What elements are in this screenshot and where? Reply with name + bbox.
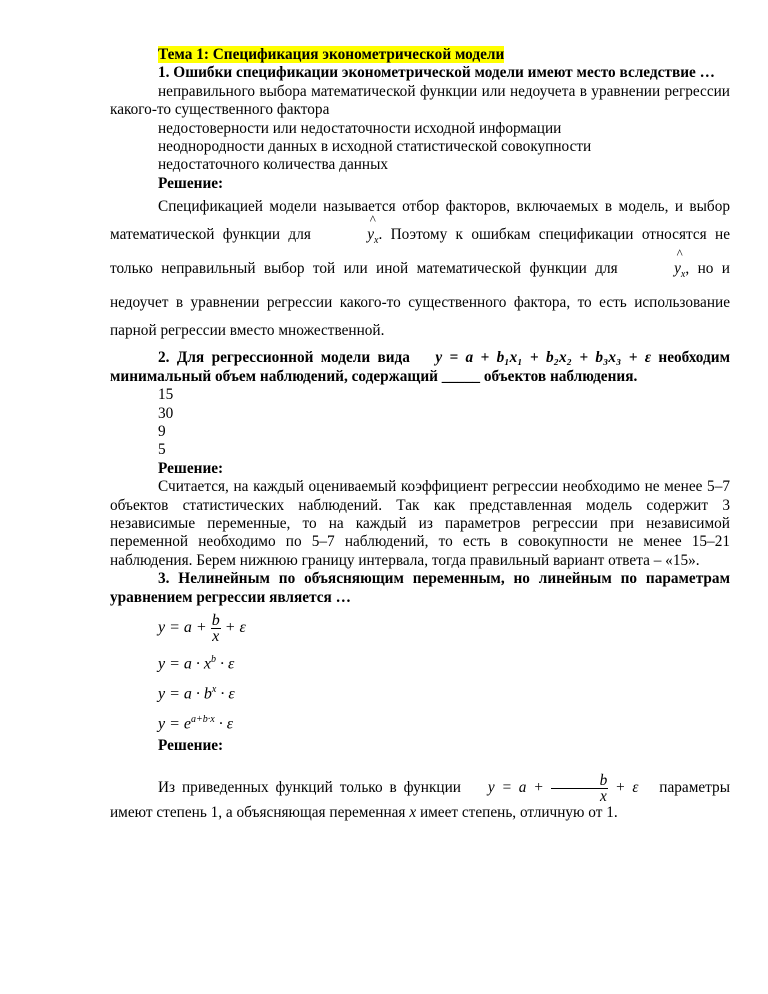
q2-option-2: 30 [158,404,174,422]
document-page [110,46,730,823]
q3-option-2: $y = a \cdot x^b \cdot \varepsilon$ [158,654,235,673]
q1-option-2: недостоверности или недостаточности исходной информации [158,119,562,137]
question-1: 1. Ошибки спецификации эконометрической модели имеют место вследствие … [158,64,715,82]
question-2: 2. Для регрессионной модели вида y = a + b₁x₁ + b₂x₂ + b₃x₃ + ε необходим минимальный объем наблюдений, содержащий _____ объектов наблюдения. [110,349,730,385]
q1-option-3: неоднородности данных в исходной статистической совокупности [158,138,592,156]
q1-option-4: недостаточного количества данных [158,156,389,174]
q1-solution-label: Решение: [158,174,224,192]
q2-option-1: 15 [158,386,174,404]
y-hat-symbol: ^ $y_x$ [367,212,379,247]
q3-option-1: y = a + $\frac{b}{x}$ + ε [158,611,246,645]
q3-option-4: $y = e^{a+b\cdot x} \cdot \varepsilon$ [158,714,234,733]
q3-solution-text: Из приведенных функций только в функции y = a + $\frac{b}{x}$ + ε параметры имеют степень 1, а объясняющая переменная x имеет степень, отличную от 1. [110,772,730,822]
q2-option-3: 9 [158,422,166,440]
q2-option-4: 5 [158,441,166,459]
fraction: $\frac{b}{x}$ [211,611,220,645]
q1-solution-text: Спецификацией модели называется отбор факторов, включаемых в модель, и выбор математической функции для ^ $y_x$. Поэтому к ошибкам спецификации относятся не только неправильный выбор той или иной математической функции для ^ $y_x$, но и недоучет в уравнении регрессии какого-то существенного фактора, то есть использование парной регрессии вместо множественной. [110,198,730,340]
q2-formula: y = a + b₁x₁ + b₂x₂ + b₃x₃ + ε [435,349,652,367]
q2-solution-text: Считается, на каждый оцениваемый коэффициент регрессии необходимо не менее 5–7 объектов статистических наблюдений. Так как представленная модель содержит 3 независимые переменные, то на каждый из параметров регрессии при независимой переменной необходимо по 5–7 наблюдений, то есть в совокупности не менее 15–21 наблюдения. Берем нижнюю границу интервала, тогда правильный вариант ответа – «15». [110,478,730,569]
y-hat-symbol: ^ $y_x$ [674,246,686,281]
q3-solution-label: Решение: [158,737,224,755]
q3-solution-formula: y = a + $\frac{b}{x}$ + ε [487,772,639,806]
q3-option-3: $y = a \cdot b^x \cdot \varepsilon$ [158,684,235,703]
question-3: 3. Нелинейным по объясняющим переменным, но линейным по параметрам уравнением регрессии является … [110,570,730,606]
topic-title: Тема 1: Спецификация эконометрической модели [158,46,505,63]
q1-option-1: неправильного выбора математической функции или недоучета в уравнении регрессии какого-то существенного фактора [110,82,730,119]
q2-solution-label: Решение: [158,459,224,477]
fraction: $\frac{b}{x}$ [551,773,609,804]
